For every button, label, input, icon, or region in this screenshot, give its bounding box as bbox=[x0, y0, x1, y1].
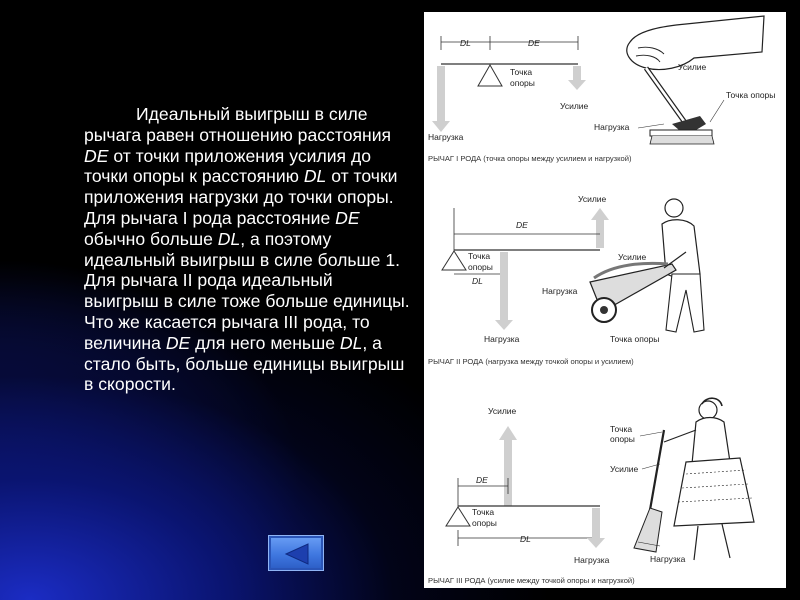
lever3-diagram bbox=[428, 398, 754, 585]
text-part: от точки приложения усилия до точки опоры к расстоянию bbox=[84, 145, 372, 187]
hand-hammer-illustration bbox=[627, 16, 764, 144]
lever3-load-label: Нагрузка bbox=[574, 555, 610, 565]
broom-illustration bbox=[634, 398, 754, 560]
lever1-diagram bbox=[428, 16, 775, 163]
text-part: Идеальный выигрыш в силе рычага равен отношению расстояния bbox=[84, 104, 392, 145]
lever-explanation-text bbox=[84, 104, 410, 395]
text-part: обычно больше bbox=[84, 228, 218, 249]
fulcrum-triangle bbox=[446, 507, 470, 526]
lever3-dl-label: DL bbox=[520, 534, 531, 544]
lever3-pic-fulcrum-label: Точка bbox=[610, 424, 633, 434]
lever3-caption: РЫЧАГ III РОДА (усилие между точкой опоры и нагрузкой) bbox=[428, 576, 635, 585]
lever2-pic-fulcrum-label: Точка опоры bbox=[610, 334, 660, 344]
lever2-caption: РЫЧАГ II РОДА (нагрузка между точкой опоры и усилием) bbox=[428, 357, 634, 366]
lever-types-figure bbox=[424, 12, 786, 588]
lever3-pic-effort-label: Усилие bbox=[610, 464, 639, 474]
lever1-effort-label: Усилие bbox=[560, 101, 589, 111]
lever3-pic-load-label: Нагрузка bbox=[650, 554, 686, 564]
lever3-fulcrum-label2: опоры bbox=[472, 518, 497, 528]
lever1-dl-label: DL bbox=[460, 38, 471, 48]
lever3-fulcrum-label: Точка bbox=[472, 507, 495, 517]
fulcrum-triangle bbox=[478, 65, 502, 86]
fulcrum-triangle bbox=[442, 251, 466, 270]
term-de: DE bbox=[165, 332, 191, 353]
lever3-pic-fulcrum-label2: опоры bbox=[610, 434, 635, 444]
lever3-de-label: DE bbox=[476, 475, 488, 485]
text-part: , а поэтому идеальный выигрыш в силе больше 1. Для рычага II рода идеальный выигрыш в силе тоже больше единицы. Что же касается рычага III рода, то величина bbox=[84, 228, 410, 353]
lever2-fulcrum-label2: опоры bbox=[468, 262, 493, 272]
lever2-load-label: Нагрузка bbox=[484, 334, 520, 344]
back-button[interactable] bbox=[268, 535, 324, 571]
lever2-fulcrum-label: Точка bbox=[468, 251, 491, 261]
text-part: , а стало быть, больше единицы выигрыш в скорости. bbox=[84, 332, 405, 395]
lever1-fulcrum-label2: опоры bbox=[510, 78, 535, 88]
lever1-pic-effort-label: Усилие bbox=[678, 62, 707, 72]
lever1-load-label: Нагрузка bbox=[428, 132, 464, 142]
term-de: DE bbox=[335, 207, 360, 228]
text-part: для него меньше bbox=[190, 332, 340, 353]
lever2-diagram bbox=[428, 194, 704, 366]
term-dl: DL bbox=[303, 166, 327, 187]
text-part: от точки приложения нагрузки до точки опоры. Для рычага I рода расстояние bbox=[84, 166, 398, 228]
lever1-caption: РЫЧАГ I РОДА (точка опоры между усилием и нагрузкой) bbox=[428, 154, 632, 163]
lever1-pic-load-label: Нагрузка bbox=[594, 122, 630, 132]
term-dl: DL bbox=[217, 228, 241, 249]
term-dl: DL bbox=[339, 332, 363, 353]
lever1-fulcrum-label: Точка bbox=[510, 67, 533, 77]
lever2-pic-load-label: Нагрузка bbox=[542, 286, 578, 296]
triangle-left-icon bbox=[269, 536, 325, 572]
lever1-pic-fulcrum-label: Точка опоры bbox=[726, 90, 776, 100]
lever1-de-label: DE bbox=[528, 38, 540, 48]
term-de: DE bbox=[84, 145, 109, 166]
lever2-dl-label: DL bbox=[472, 276, 483, 286]
lever2-effort-label: Усилие bbox=[578, 194, 607, 204]
lever3-effort-label: Усилие bbox=[488, 406, 517, 416]
lever2-de-label: DE bbox=[516, 220, 528, 230]
lever2-pic-effort-label: Усилие bbox=[618, 252, 647, 262]
